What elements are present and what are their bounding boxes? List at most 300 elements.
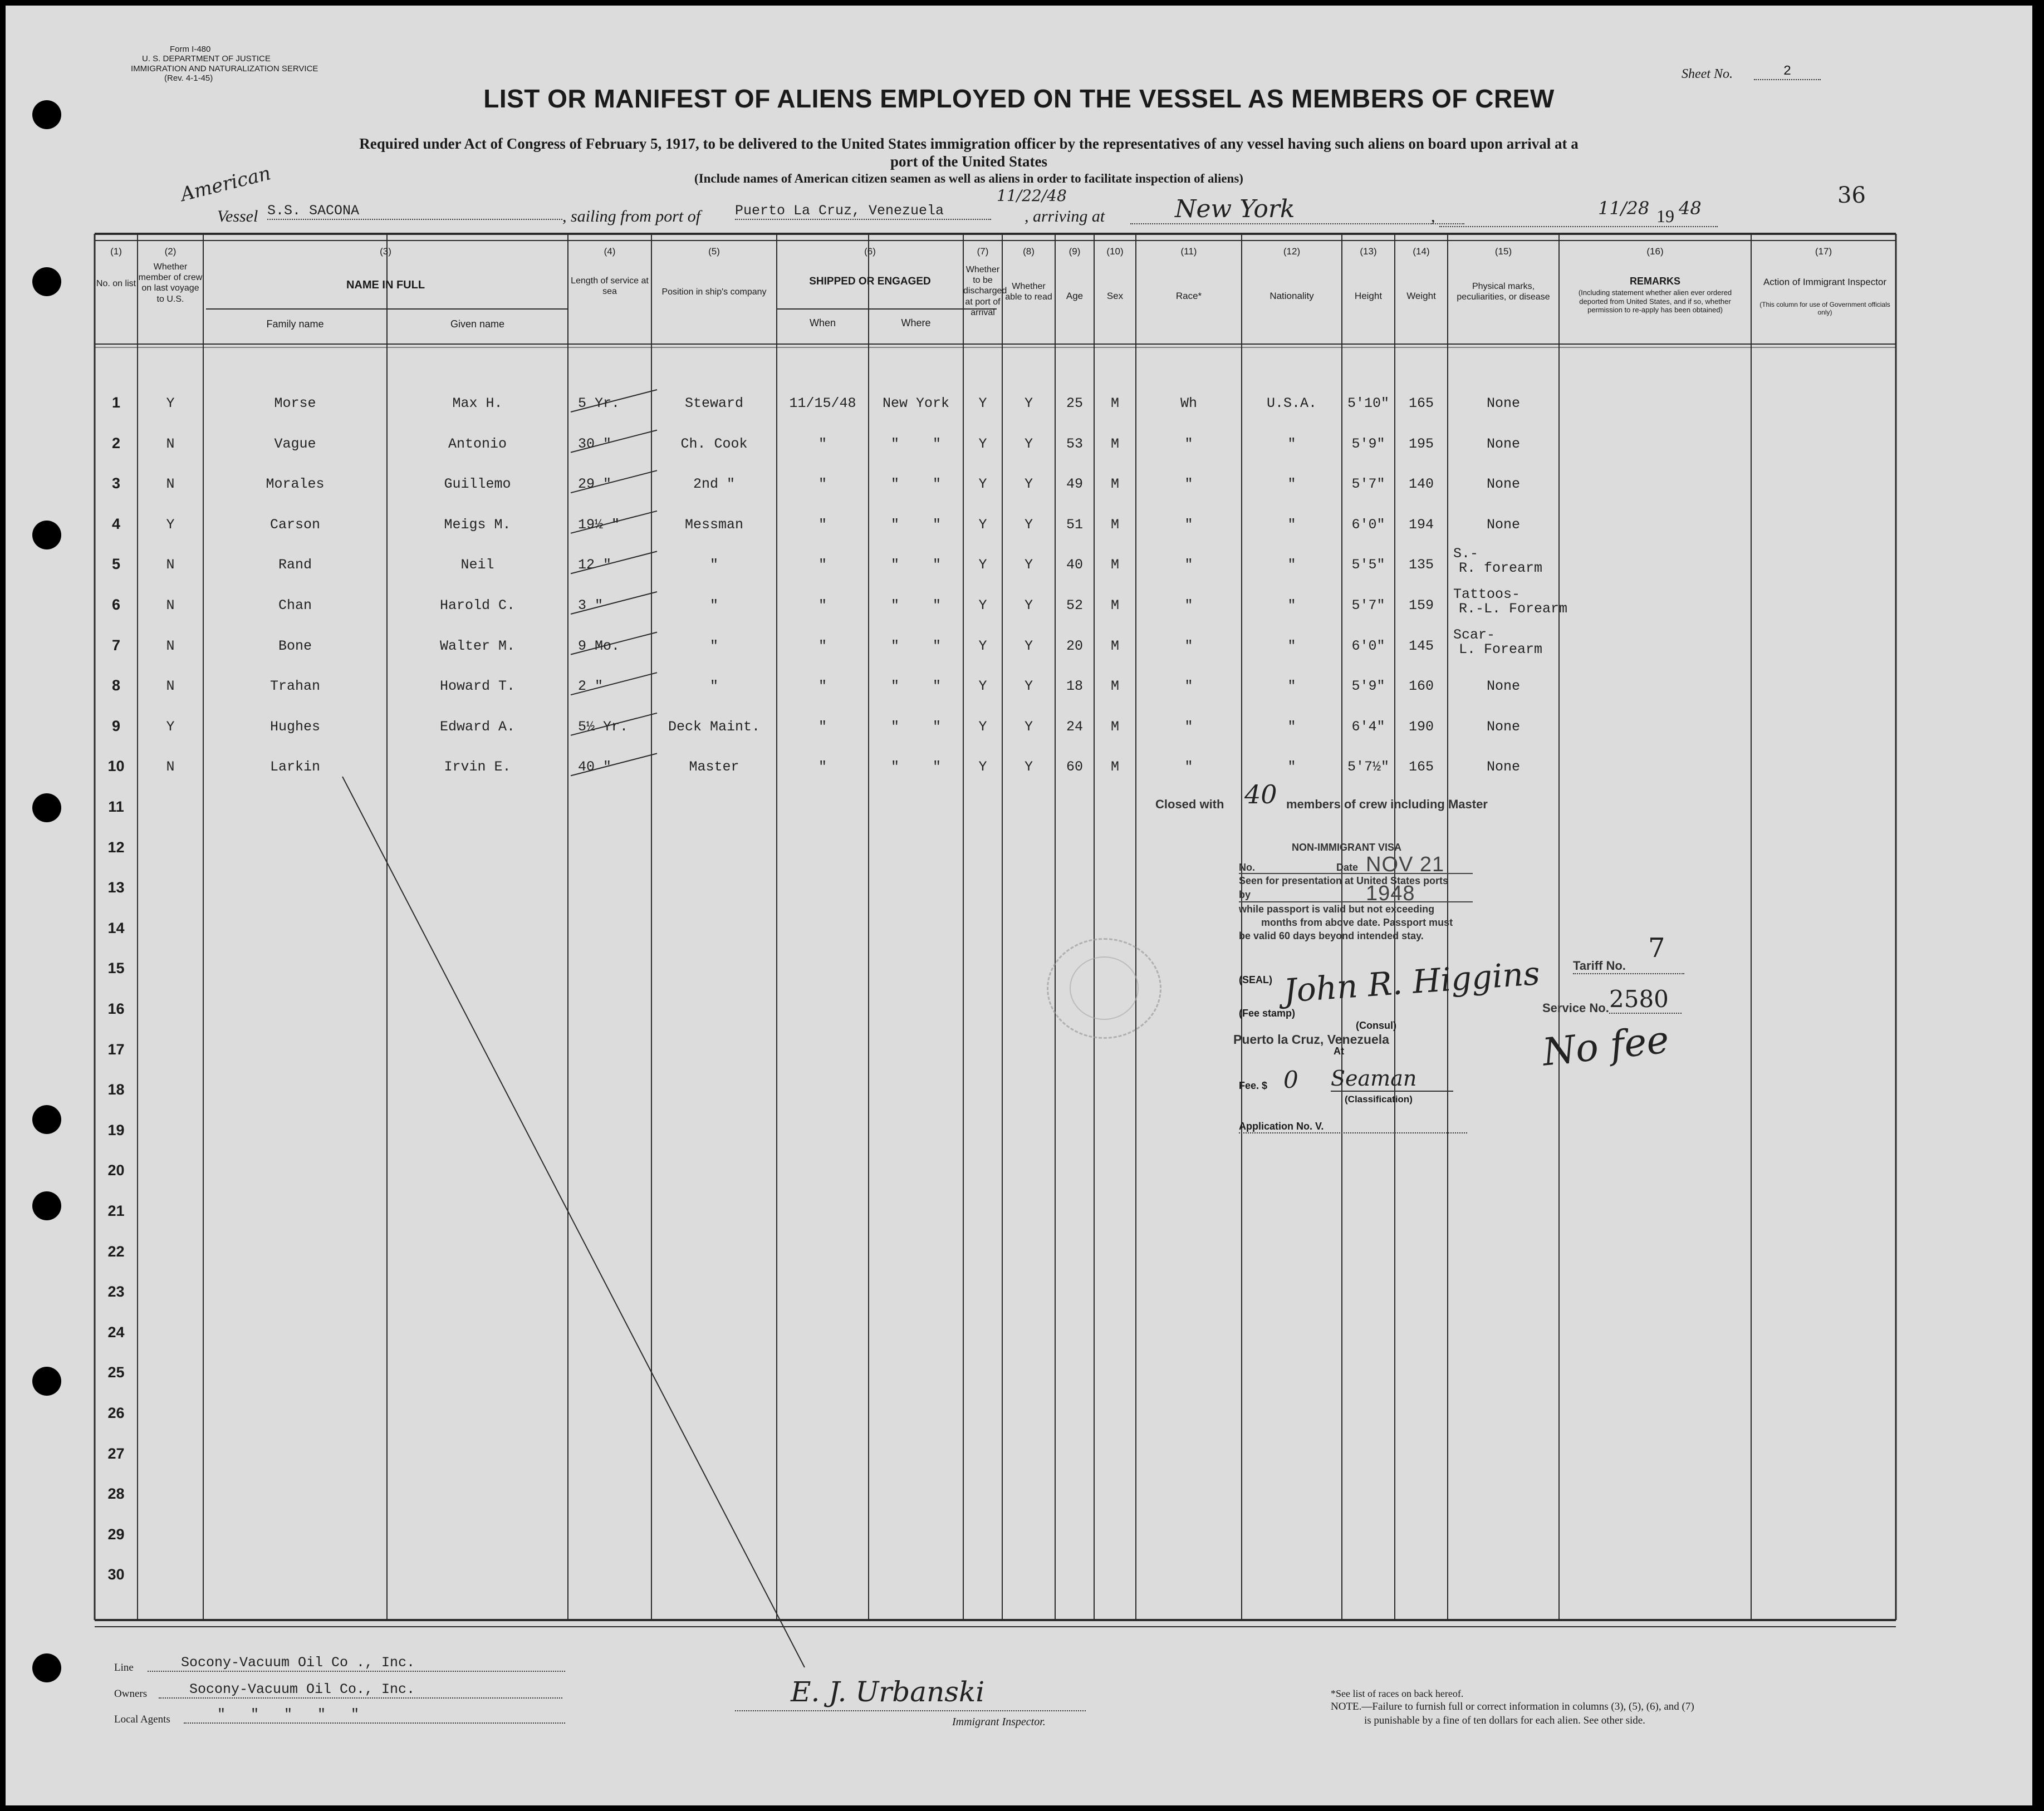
sex: M [1110, 516, 1119, 533]
no-fee-note: No fee [1540, 1018, 1672, 1075]
c6-label: SHIPPED OR ENGAGED [809, 276, 931, 287]
sheet-number-label: Sheet No. [1682, 67, 1733, 81]
shipped-when: " [818, 435, 827, 452]
c15-number: (15) [1494, 246, 1512, 257]
nationality: " [1287, 557, 1296, 573]
position: Messman [684, 516, 744, 533]
physical-marks-2: R.-L. Forearm [1459, 601, 1568, 617]
shipped-when: " [818, 476, 827, 493]
service-length: 5½ Yr. [578, 718, 629, 735]
c8-number: (8) [1023, 246, 1035, 257]
visa-seal: (SEAL) [1239, 974, 1272, 985]
height: 5'9" [1351, 435, 1385, 452]
given-name: Harold C. [439, 597, 516, 614]
family-name: Trahan [269, 678, 320, 695]
discharged: Y [978, 759, 987, 776]
c12-label: Nationality [1269, 291, 1314, 301]
consul-signature: John R. Higgins [1282, 954, 1541, 1010]
family-name: Morales [266, 476, 325, 493]
form-id: Form I-480 [170, 45, 211, 54]
row-number: 10 [107, 758, 125, 775]
sheet-number: 2 [1754, 64, 1821, 80]
weight: 195 [1408, 435, 1434, 452]
position: " [709, 678, 718, 695]
physical-marks: None [1486, 678, 1520, 695]
row-number: 28 [107, 1485, 125, 1503]
vessel-name: S.S. SACONA [267, 203, 562, 220]
physical-marks: None [1486, 516, 1520, 533]
visa-application: Application No. V. [1239, 1121, 1467, 1133]
c10-number: (10) [1106, 246, 1124, 257]
age: 20 [1066, 637, 1083, 654]
manifest-title: LIST OR MANIFEST OF ALIENS EMPLOYED ON THE VESSEL AS MEMBERS OF CREW [483, 84, 1555, 113]
tariff-label: Tariff No. [1573, 959, 1684, 974]
inspector-signature: E. J. Urbanski [791, 1676, 985, 1708]
row-number: 25 [107, 1364, 125, 1381]
race: " [1184, 476, 1193, 493]
age: 53 [1066, 435, 1083, 452]
row-number: 3 [111, 475, 121, 492]
row-number: 11 [108, 798, 124, 815]
visa-stamp [1239, 841, 1473, 943]
c7-label: Whether to be discharged at port of arrival [963, 265, 1007, 317]
c5-number: (5) [708, 246, 720, 257]
subtitle-line-1: Required under Act of Congress of February 5, 1917, to be delivered to the United States immigration officer by the representatives of any vessel having such aliens on board upon arrival at a [359, 135, 1579, 152]
age: 52 [1066, 597, 1083, 614]
physical-marks-2: R. forearm [1459, 560, 1543, 577]
row-number: 6 [111, 596, 121, 613]
row-number: 12 [107, 838, 125, 856]
able-to-read: Y [1024, 435, 1033, 452]
physical-marks: None [1486, 476, 1520, 493]
given-name: Antonio [448, 435, 507, 452]
visa-line-2: by [1239, 889, 1251, 900]
family-name: Larkin [269, 759, 320, 776]
arriving-port: New York [1130, 195, 1464, 224]
c14-label: Weight [1406, 291, 1436, 301]
given-name: Guillemo [444, 476, 511, 493]
row-number: 14 [107, 919, 125, 936]
closed-count: 40 [1244, 779, 1277, 809]
discharged: Y [978, 476, 987, 493]
note-label: NOTE. [1331, 1701, 1362, 1712]
c12-number: (12) [1283, 246, 1301, 257]
family-name: Bone [278, 637, 312, 654]
nationality: " [1287, 637, 1296, 654]
service-length: 29 " [578, 476, 612, 493]
physical-marks-2: L. Forearm [1459, 641, 1543, 657]
family-name: Rand [278, 557, 312, 573]
sailing-port: Puerto La Cruz, Venezuela [735, 203, 991, 220]
c16-label: REMARKS [1629, 276, 1680, 287]
shipped-where: " " [890, 435, 941, 452]
nationality: " [1287, 597, 1296, 614]
shipped-where: " " [890, 597, 941, 614]
visa-consul: (Consul) [1356, 1020, 1396, 1031]
race: " [1184, 516, 1193, 533]
physical-marks: Tattoos- [1453, 586, 1521, 602]
visa-fee-stamp: (Fee stamp) [1239, 1008, 1296, 1019]
visa-line-5: be valid 60 days beyond intended stay. [1239, 930, 1424, 942]
able-to-read: Y [1024, 476, 1033, 493]
position: " [709, 597, 718, 614]
arriving-label: , arriving at [1025, 207, 1105, 225]
subtitle-line-2: port of the United States [890, 153, 1047, 170]
height: 5'7" [1351, 476, 1385, 493]
row-number: 15 [107, 960, 125, 977]
shipped-where: " " [890, 759, 941, 776]
shipped-when: " [818, 759, 827, 776]
family-name: Morse [274, 395, 316, 411]
last-voyage: Y [166, 516, 175, 533]
form-department: U. S. DEPARTMENT OF JUSTICE [142, 54, 271, 64]
note-text: —Failure to furnish full or correct information in columns (3), (5), (6), and (7) [1361, 1701, 1694, 1712]
manifest-sheet [6, 6, 2032, 1805]
comma: , [1431, 207, 1435, 225]
physical-marks: None [1486, 759, 1520, 776]
last-voyage: N [166, 435, 175, 452]
height: 6'4" [1351, 718, 1385, 735]
position: " [709, 557, 718, 573]
given-name: Irvin E. [444, 759, 511, 776]
nationality: U.S.A. [1266, 395, 1317, 411]
sex: M [1110, 435, 1119, 452]
sex: M [1110, 476, 1119, 493]
shipped-where: " " [890, 476, 941, 493]
row-number: 16 [107, 1000, 125, 1017]
physical-marks: S.- [1453, 546, 1479, 562]
closed-with-label: Closed with [1155, 797, 1224, 811]
row-number: 18 [107, 1081, 125, 1098]
discharged: Y [978, 395, 987, 411]
physical-marks: None [1486, 435, 1520, 452]
row-number: 24 [107, 1323, 125, 1341]
height: 6'0" [1351, 637, 1385, 654]
c9-number: (9) [1068, 246, 1081, 257]
footer-line-label: Line [114, 1662, 134, 1673]
footer-agents-value: " " " " " [184, 1706, 565, 1724]
race: " [1184, 557, 1193, 573]
visa-fee-label: Fee. $ [1239, 1080, 1268, 1091]
able-to-read: Y [1024, 637, 1033, 654]
footer-line-value: Socony-Vacuum Oil Co ., Inc. [148, 1655, 565, 1672]
service-length: 5 Yr. [578, 395, 620, 411]
c11-label: Race* [1175, 291, 1202, 301]
sex: M [1110, 759, 1119, 776]
shipped-when: " [818, 597, 827, 614]
family-name: Vague [274, 435, 316, 452]
consular-seal [1047, 938, 1161, 1039]
family-name: Carson [269, 516, 320, 533]
year-prefix: 19 [1656, 206, 1674, 226]
shipped-when: " [818, 678, 827, 695]
race: " [1184, 678, 1193, 695]
able-to-read: Y [1024, 718, 1033, 735]
visa-line-3: while passport is valid but not exceeding [1239, 901, 1473, 916]
c5-label: Position in ship's company [661, 287, 767, 297]
position: Master [689, 759, 739, 776]
nationality: " [1287, 435, 1296, 452]
service-length: 30 " [578, 435, 612, 452]
row-number: 29 [107, 1525, 125, 1543]
row-number: 20 [107, 1162, 125, 1179]
c3a-label: Family name [266, 318, 324, 330]
able-to-read: Y [1024, 759, 1033, 776]
discharged: Y [978, 718, 987, 735]
sailing-label: , sailing from port of [562, 207, 701, 225]
c10-label: Sex [1106, 291, 1124, 301]
row-number: 4 [111, 515, 121, 532]
visa-title: NON-IMMIGRANT VISA [1292, 842, 1401, 853]
visa-line-4: months from above date. Passport must [1261, 917, 1453, 929]
c4-label: Length of service at sea [571, 276, 649, 297]
shipped-when: " [818, 637, 827, 654]
discharged: Y [978, 678, 987, 695]
age: 25 [1066, 395, 1083, 411]
race: " [1184, 759, 1193, 776]
weight: 159 [1408, 597, 1434, 614]
closed-members-text: members of crew including Master [1286, 797, 1488, 811]
weight: 145 [1408, 637, 1434, 654]
service-length: 9 Mo. [578, 637, 620, 654]
row-number: 23 [107, 1283, 125, 1300]
able-to-read: Y [1024, 395, 1033, 411]
last-voyage: N [166, 557, 175, 573]
age: 18 [1066, 678, 1083, 695]
row-number: 13 [107, 879, 125, 896]
given-name: Edward A. [439, 718, 516, 735]
weight: 194 [1408, 516, 1434, 533]
weight: 190 [1408, 718, 1434, 735]
sex: M [1110, 718, 1119, 735]
row-number: 17 [107, 1041, 125, 1058]
position: Steward [684, 395, 744, 411]
c6-number: (6) [864, 246, 876, 257]
sex: M [1110, 395, 1119, 411]
shipped-when: " [818, 557, 827, 573]
service-length: 3 " [578, 597, 604, 614]
diagonal-cancel-line [342, 777, 805, 1667]
position: Ch. Cook [680, 435, 748, 452]
age: 40 [1066, 557, 1083, 573]
nationality: " [1287, 678, 1296, 695]
subtitle-line-3: (Include names of American citizen seamen as well as aliens in order to facilitate inspection of aliens) [694, 171, 1243, 185]
visa-classification-label: (Classification) [1345, 1094, 1413, 1105]
year-value: 48 [1679, 198, 1702, 219]
row-number: 19 [107, 1121, 125, 1138]
inspector-signature-line [735, 1710, 1086, 1711]
row-number: 21 [107, 1203, 125, 1219]
height: 5'10" [1347, 395, 1389, 411]
visa-at: At [1334, 1046, 1344, 1057]
nationality: " [1287, 759, 1296, 776]
weight: 165 [1408, 395, 1434, 411]
physical-marks: None [1486, 395, 1520, 411]
able-to-read: Y [1024, 678, 1033, 695]
family-name: Chan [278, 597, 312, 614]
physical-marks: None [1486, 718, 1520, 735]
row-number: 7 [111, 636, 121, 654]
c3b-label: Given name [450, 318, 505, 330]
shipped-where: " " [890, 637, 941, 654]
c17-number: (17) [1815, 246, 1832, 257]
physical-marks: Scar- [1453, 626, 1496, 643]
row-number: 9 [111, 717, 121, 734]
able-to-read: Y [1024, 516, 1033, 533]
c9-label: Age [1066, 291, 1084, 301]
last-voyage: Y [166, 718, 175, 735]
c3-number: (3) [380, 246, 391, 257]
weight: 165 [1408, 759, 1434, 776]
given-name: Howard T. [439, 678, 516, 695]
nationality: " [1287, 516, 1296, 533]
c17-label: Action of Immigrant Inspector [1763, 277, 1887, 287]
footer-agents-label: Local Agents [114, 1714, 170, 1725]
c13-number: (13) [1360, 246, 1377, 257]
position: " [709, 637, 718, 654]
height: 6'0" [1351, 516, 1385, 533]
c14-number: (14) [1413, 246, 1430, 257]
able-to-read: Y [1024, 597, 1033, 614]
race: " [1184, 435, 1193, 452]
row-number: 27 [107, 1445, 125, 1462]
c16-number: (16) [1646, 246, 1664, 257]
note-fine-2: is punishable by a fine of ten dollars for each alien. See other side. [1364, 1715, 1645, 1726]
visa-fee-value: 0 [1283, 1066, 1298, 1093]
footer-owners-value: Socony-Vacuum Oil Co., Inc. [159, 1681, 562, 1699]
shipped-where: New York [882, 395, 950, 411]
sex: M [1110, 637, 1119, 654]
race: " [1184, 637, 1193, 654]
c17-note: (This column for use of Government officials only) [1759, 301, 1890, 317]
race: " [1184, 718, 1193, 735]
c1-number: (1) [110, 246, 122, 257]
row-number: 1 [111, 394, 121, 411]
row-number: 26 [107, 1405, 125, 1421]
family-name: Hughes [269, 718, 320, 735]
shipped-when: " [818, 516, 827, 533]
row-number: 2 [111, 434, 121, 451]
nationality: " [1287, 718, 1296, 735]
last-voyage: Y [166, 395, 175, 411]
last-voyage: N [166, 597, 175, 614]
height: 5'7" [1351, 597, 1385, 614]
shipped-where: " " [890, 516, 941, 533]
sailing-date: 11/22/48 [997, 187, 1067, 205]
row-number: 5 [111, 556, 121, 573]
shipped-where: " " [890, 718, 941, 735]
service-length: 40 " [578, 759, 612, 776]
c8-label: Whether able to read [1005, 282, 1052, 302]
discharged: Y [978, 557, 987, 573]
c3-label: NAME IN FULL [346, 279, 425, 291]
nationality: " [1287, 476, 1296, 493]
position: Deck Maint. [668, 718, 761, 735]
shipped-where: " " [890, 557, 941, 573]
weight: 135 [1408, 557, 1434, 573]
sex: M [1110, 678, 1119, 695]
last-voyage: N [166, 678, 175, 695]
sex: M [1110, 557, 1119, 573]
discharged: Y [978, 597, 987, 614]
shipped-when: 11/15/48 [789, 395, 856, 411]
visa-line-1: Seen for presentation at United States ports [1239, 873, 1473, 887]
service-label: Service No. [1542, 1001, 1609, 1015]
page-number: 36 [1837, 183, 1866, 208]
c2-label: Whether member of crew on last voyage to U.S. [138, 262, 203, 304]
given-name: Max H. [452, 395, 503, 411]
arrival-date: 11/28 [1598, 198, 1650, 219]
height: 5'7½" [1347, 759, 1389, 776]
age: 49 [1066, 476, 1083, 493]
last-voyage: N [166, 759, 175, 776]
c4-number: (4) [604, 246, 616, 257]
height: 5'9" [1351, 678, 1385, 695]
c2-number: (2) [164, 246, 177, 257]
discharged: Y [978, 516, 987, 533]
age: 51 [1066, 516, 1083, 533]
note-races: *See list of races on back hereof. [1331, 1688, 1464, 1699]
row-number: 8 [111, 677, 121, 694]
c16-note: (Including statement whether alien ever ordered deported from United States, and if so, whether permission to re-apply has been obtained) [1578, 288, 1732, 315]
service-length: 19½ " [578, 516, 620, 533]
last-voyage: N [166, 637, 175, 654]
service-length: 2 " [578, 678, 604, 695]
c13-label: Height [1354, 291, 1383, 301]
service-value: 2580 [1609, 985, 1682, 1014]
service-length: 12 " [578, 557, 612, 573]
footer-owners-label: Owners [114, 1688, 148, 1700]
race: " [1184, 597, 1193, 614]
c7-number: (7) [977, 246, 989, 257]
weight: 140 [1408, 476, 1434, 493]
visa-date: NOV 21 1948 [1366, 853, 1445, 905]
sex: M [1110, 597, 1119, 614]
vessel-nationality: American [178, 162, 273, 206]
tariff-value: 7 [1648, 933, 1665, 964]
vessel-label: Vessel [217, 207, 258, 225]
visa-place: Puerto la Cruz, Venezuela [1233, 1032, 1389, 1047]
c1-label: No. on list [96, 279, 136, 288]
c6a-label: When [809, 317, 836, 328]
c6b-label: Where [901, 317, 931, 328]
inspector-label: Immigrant Inspector. [952, 1716, 1046, 1728]
age: 24 [1066, 718, 1083, 735]
seal-inner-ring [1070, 956, 1139, 1020]
row-number: 22 [107, 1243, 125, 1260]
visa-classification-value: Seaman [1331, 1066, 1453, 1092]
given-name: Walter M. [439, 637, 516, 654]
discharged: Y [978, 637, 987, 654]
visa-date-label: Date [1336, 862, 1359, 873]
c11-number: (11) [1180, 246, 1197, 257]
last-voyage: N [166, 476, 175, 493]
race: Wh [1180, 395, 1197, 411]
shipped-when: " [818, 718, 827, 735]
form-service: IMMIGRATION AND NATURALIZATION SERVICE [131, 63, 318, 73]
given-name: Neil [460, 557, 494, 573]
c15-label: Physical marks, peculiarities, or disease [1457, 282, 1550, 302]
height: 5'5" [1351, 557, 1385, 573]
visa-no-label: No. [1239, 862, 1255, 873]
shipped-where: " " [890, 678, 941, 695]
given-name: Meigs M. [444, 516, 511, 533]
note-fine [1331, 1701, 1694, 1713]
position: 2nd " [693, 476, 735, 493]
age: 60 [1066, 759, 1083, 776]
able-to-read: Y [1024, 557, 1033, 573]
form-rev: (Rev. 4-1-45) [164, 73, 213, 83]
